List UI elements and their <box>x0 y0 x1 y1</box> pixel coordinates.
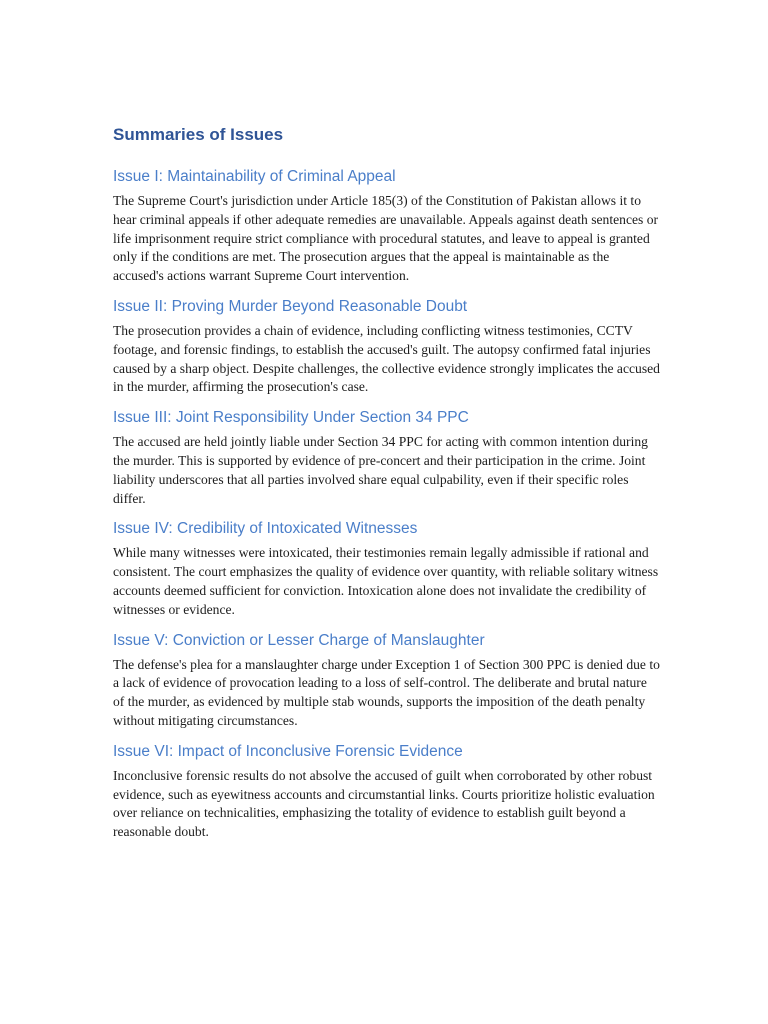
issue-heading: Issue III: Joint Responsibility Under Section 34 PPC <box>113 409 469 427</box>
issue-body: The defense's plea for a manslaughter charge under Exception 1 of Section 300 PPC is denied due to a lack of evidence of provocation leading to a loss of self-control. The deliberate and brutal nature of the murder, as evidenced by multiple stab wounds, supports the imposition of the death penalty without mitigating circumstances. <box>113 656 660 728</box>
document-title: Summaries of Issues <box>113 125 284 144</box>
issue-section <box>113 630 661 731</box>
issue-section <box>113 518 661 619</box>
issue-section <box>113 741 661 842</box>
issue-section <box>113 166 661 286</box>
issue-body: Inconclusive forensic results do not absolve the accused of guilt when corroborated by other robust evidence, such as eyewitness accounts and circumstantial links. Courts prioritize holistic evaluation over reliance on technicalities, emphasizing the totality of evidence to establish guilt beyond a reasonable doubt. <box>113 767 655 840</box>
issue-section <box>113 296 661 397</box>
issue-section <box>113 407 661 508</box>
issue-heading: Issue VI: Impact of Inconclusive Forensic Evidence <box>113 742 463 760</box>
document-page <box>113 122 661 852</box>
issue-body: The accused are held jointly liable under Section 34 PPC for acting with common intention during the murder. This is supported by evidence of pre-concert and their participation in the crime. Joint liability underscores that all parties involved share equal culpability, even if their specific roles differ. <box>113 434 648 506</box>
issue-heading: Issue II: Proving Murder Beyond Reasonable Doubt <box>113 297 468 315</box>
issue-heading: Issue I: Maintainability of Criminal Appeal <box>113 168 396 185</box>
issue-heading: Issue IV: Credibility of Intoxicated Witnesses <box>113 520 418 538</box>
issue-heading: Issue V: Conviction or Lesser Charge of Manslaughter <box>113 631 485 649</box>
issue-body: The Supreme Court's jurisdiction under Article 185(3) of the Constitution of Pakistan allows it to hear criminal appeals if other adequate remedies are unavailable. Appeals against death sentences or life imprisonment require strict compliance with procedural statutes, and leave to appeal is granted only if the conditions are met. The prosecution argues that the appeal is maintainable as the accused's actions warrant Supreme Court intervention. <box>113 193 659 284</box>
issue-body: The prosecution provides a chain of evidence, including conflicting witness testimonies, CCTV footage, and forensic findings, to establish the accused's guilt. The autopsy confirmed fatal injuries caused by a sharp object. Despite challenges, the collective evidence strongly implicates the accused in the murder, affirming the prosecution's case. <box>113 322 660 395</box>
issue-body: While many witnesses were intoxicated, their testimonies remain legally admissible if rational and consistent. The court emphasizes the quality of evidence over quantity, with reliable solitary witness accounts deemed sufficient for conviction. Intoxication alone does not invalidate the credibility of witnesses or evidence. <box>113 545 659 617</box>
